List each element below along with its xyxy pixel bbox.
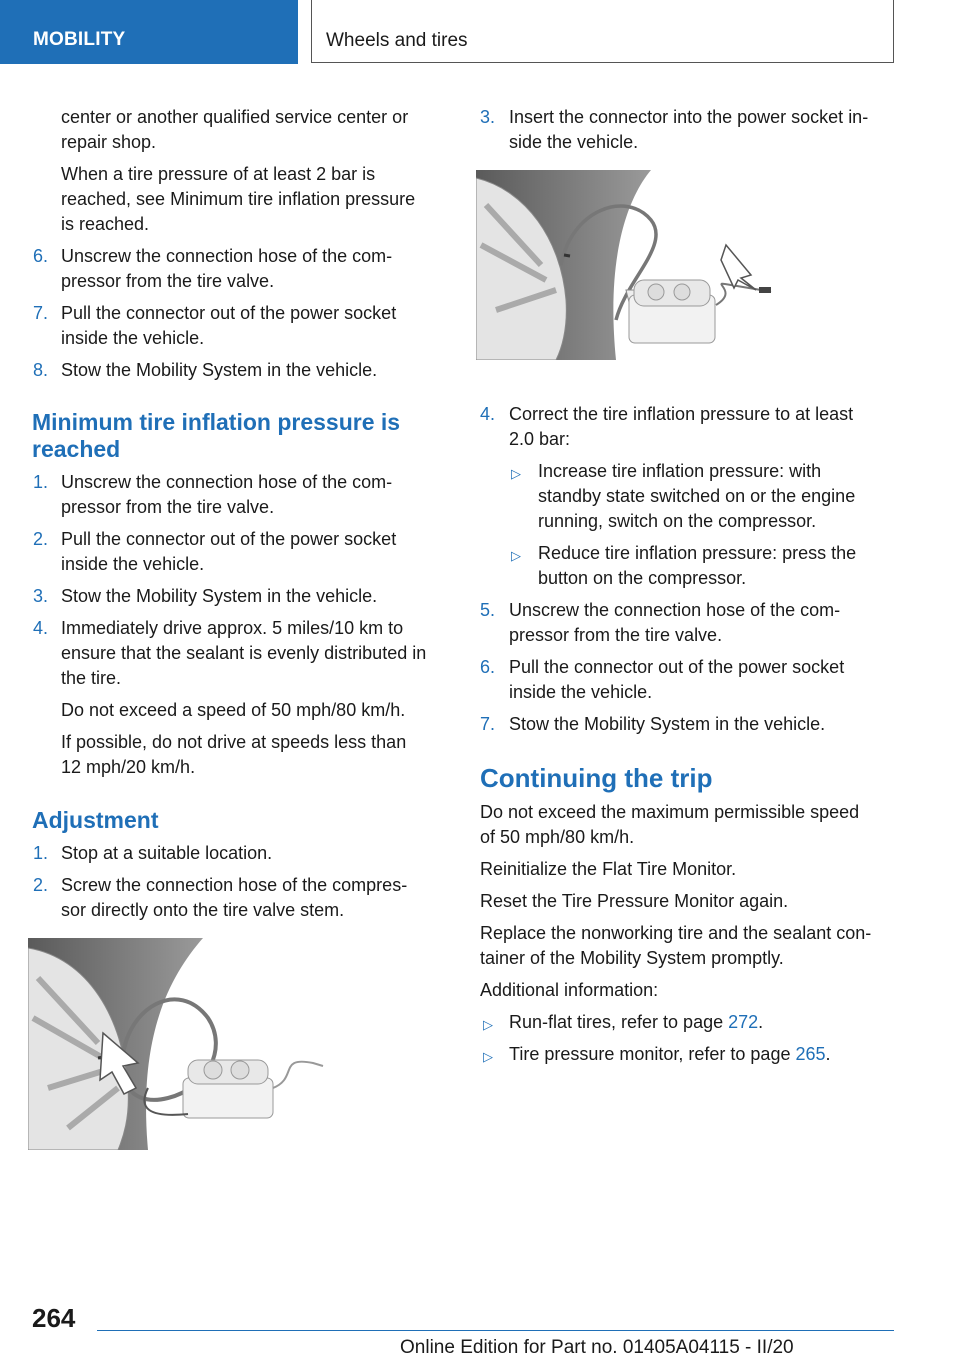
page-number: 264 [32, 1303, 76, 1333]
reference-item [509, 1042, 831, 1067]
step-number: 4. [33, 618, 49, 638]
step-text: Unscrew the connection hose of the com‐ [509, 600, 841, 620]
bullet-triangle-icon: ▷ [483, 1017, 493, 1032]
step-text: Stow the Mobility System in the vehicle. [509, 714, 826, 734]
bullet-text: standby state switched on or the engine [538, 486, 856, 506]
step-text: Unscrew the connection hose of the com‐ [61, 246, 393, 266]
paragraph: is reached. [61, 214, 150, 234]
page-link-265[interactable]: 265 [795, 1044, 826, 1064]
step-text: Stow the Mobility System in the vehicle. [61, 586, 378, 606]
paragraph: When a tire pressure of at least 2 bar is [61, 164, 376, 184]
page-link-272[interactable]: 272 [728, 1012, 759, 1032]
paragraph: Additional information: [480, 980, 659, 1000]
paragraph: Do not exceed the maximum permissible speed [480, 802, 860, 822]
bullet-triangle-icon: ▷ [511, 466, 521, 481]
illustration-power-socket [476, 170, 806, 360]
step-text: 2.0 bar: [509, 429, 571, 449]
step-number: 1. [33, 472, 49, 492]
step-number: 3. [33, 586, 49, 606]
reference-end: . [758, 1012, 764, 1032]
paragraph: tainer of the Mobility System promptly. [480, 948, 784, 968]
step-number: 3. [480, 107, 496, 127]
step-text: side the vehicle. [509, 132, 639, 152]
paragraph: Replace the nonworking tire and the sealant con‐ [480, 923, 872, 943]
step-text: Screw the connection hose of the compres‐ [61, 875, 408, 895]
bullet-triangle-icon: ▷ [483, 1049, 493, 1064]
step-text: pressor from the tire valve. [61, 497, 275, 517]
step-number: 6. [480, 657, 496, 677]
paragraph: of 50 mph/80 km/h. [480, 827, 635, 847]
step-number: 2. [33, 875, 49, 895]
step-text: If possible, do not drive at speeds less than [61, 732, 407, 752]
paragraph: Reset the Tire Pressure Monitor again. [480, 891, 789, 911]
step-number: 8. [33, 360, 49, 380]
step-text: Do not exceed a speed of 50 mph/80 km/h. [61, 700, 406, 720]
section-tab [0, 0, 298, 64]
step-text: Immediately drive approx. 5 miles/10 km to [61, 618, 404, 638]
bullet-text: Increase tire inflation pressure: with [538, 461, 822, 481]
step-text: pressor from the tire valve. [61, 271, 275, 291]
paragraph: reached, see Minimum tire inflation pressure [61, 189, 416, 209]
section-title: MOBILITY [33, 29, 126, 50]
bullet-text: Reduce tire inflation pressure: press the [538, 543, 857, 563]
step-text: Pull the connector out of the power socket [61, 303, 397, 323]
section-heading: Continuing the trip [480, 763, 713, 793]
step-text: 12 mph/20 km/h. [61, 757, 196, 777]
step-number: 5. [480, 600, 496, 620]
step-text: Pull the connector out of the power socket [61, 529, 397, 549]
step-text: the tire. [61, 668, 122, 688]
step-text: inside the vehicle. [61, 554, 205, 574]
paragraph: repair shop. [61, 132, 157, 152]
step-text: Stop at a suitable location. [61, 843, 273, 863]
step-text: inside the vehicle. [61, 328, 205, 348]
section-heading: Minimum tire inflation pressure is [32, 409, 401, 435]
chapter-tab [311, 0, 894, 63]
reference-text: Run-flat tires, refer to page [509, 1012, 729, 1032]
step-number: 6. [33, 246, 49, 266]
illustration-hose-to-valve [28, 938, 358, 1150]
step-text: Stow the Mobility System in the vehicle. [61, 360, 378, 380]
step-number: 2. [33, 529, 49, 549]
footer-divider [97, 1330, 894, 1331]
edition-note: Online Edition for Part no. 01405A04115 - II/20 [400, 1337, 794, 1358]
step-text: inside the vehicle. [509, 682, 653, 702]
bullet-text: button on the compressor. [538, 568, 747, 588]
step-number: 7. [480, 714, 496, 734]
chapter-title: Wheels and tires [326, 30, 468, 51]
step-text: ensure that the sealant is evenly distributed in [61, 643, 427, 663]
reference-end: . [825, 1044, 831, 1064]
reference-text: Tire pressure monitor, refer to page [509, 1044, 796, 1064]
step-number: 4. [480, 404, 496, 424]
reference-item [509, 1010, 763, 1035]
step-number: 1. [33, 843, 49, 863]
step-text: Correct the tire inflation pressure to at least [509, 404, 854, 424]
section-heading: Adjustment [32, 807, 159, 833]
bullet-triangle-icon: ▷ [511, 548, 521, 563]
step-text: Unscrew the connection hose of the com‐ [61, 472, 393, 492]
section-heading: reached [32, 436, 121, 462]
step-number: 7. [33, 303, 49, 323]
bullet-text: running, switch on the compressor. [538, 511, 817, 531]
step-text: sor directly onto the tire valve stem. [61, 900, 345, 920]
step-text: pressor from the tire valve. [509, 625, 723, 645]
step-text: Insert the connector into the power socket in‐ [509, 107, 869, 127]
paragraph: center or another qualified service center or [61, 107, 409, 127]
step-text: Pull the connector out of the power socket [509, 657, 845, 677]
paragraph: Reinitialize the Flat Tire Monitor. [480, 859, 737, 879]
